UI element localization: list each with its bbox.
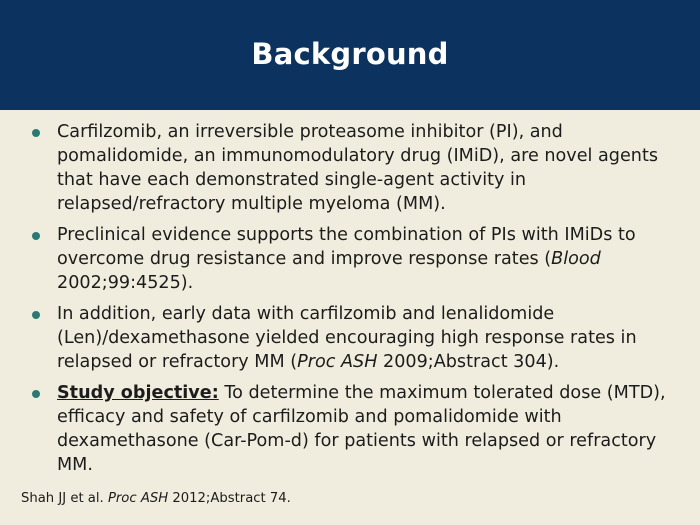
bullet-item-early-data xyxy=(30,302,680,374)
bullet-item-preclinical xyxy=(30,223,680,295)
bullet-text: To determine the maximum tolerated dose (MTD), efficacy and safety of carfilzomib and pomalidomide with dexamethasone (Car-Pom-d) for patients with relapsed or refractory MM. xyxy=(57,383,666,475)
bullet-dot-icon xyxy=(32,232,40,240)
citation-journal: Blood xyxy=(551,249,601,269)
bullet-text: In addition, early data with carfilzomib and lenalidomide (Len)/dexamethasone yielded encouraging high response rates in relapsed or refractory MM ( xyxy=(57,304,637,372)
title-bar xyxy=(0,0,700,110)
citation-journal: Proc ASH xyxy=(297,352,378,372)
citation-detail: 2009;Abstract 304). xyxy=(377,352,560,372)
bullet-text: Preclinical evidence supports the combination of PIs with IMiDs to overcome drug resistance and improve response rates ( xyxy=(57,225,636,269)
citation-detail: 2002;99:4525). xyxy=(57,273,194,293)
footnote-detail: 2012;Abstract 74. xyxy=(168,491,291,506)
bullet-list xyxy=(30,120,680,484)
footnote-authors: Shah JJ et al. xyxy=(21,491,108,506)
bullet-dot-icon xyxy=(32,390,40,398)
bullet-text: Carfilzomib, an irreversible proteasome inhibitor (PI), and pomalidomide, an immunomodulatory drug (IMiD), are novel agents that have each demonstrated single-agent activity in relapsed/refractory multiple myeloma (MM). xyxy=(57,122,659,214)
bullet-dot-icon xyxy=(32,129,40,137)
footnote-journal: Proc ASH xyxy=(107,491,169,506)
study-objective-label: Study objective: xyxy=(57,383,219,403)
bullet-dot-icon xyxy=(32,311,40,319)
bullet-item-study-objective xyxy=(30,381,680,477)
bullet-item-agents xyxy=(30,120,680,216)
footnote-reference xyxy=(21,490,291,507)
slide-title: Background xyxy=(251,37,449,71)
